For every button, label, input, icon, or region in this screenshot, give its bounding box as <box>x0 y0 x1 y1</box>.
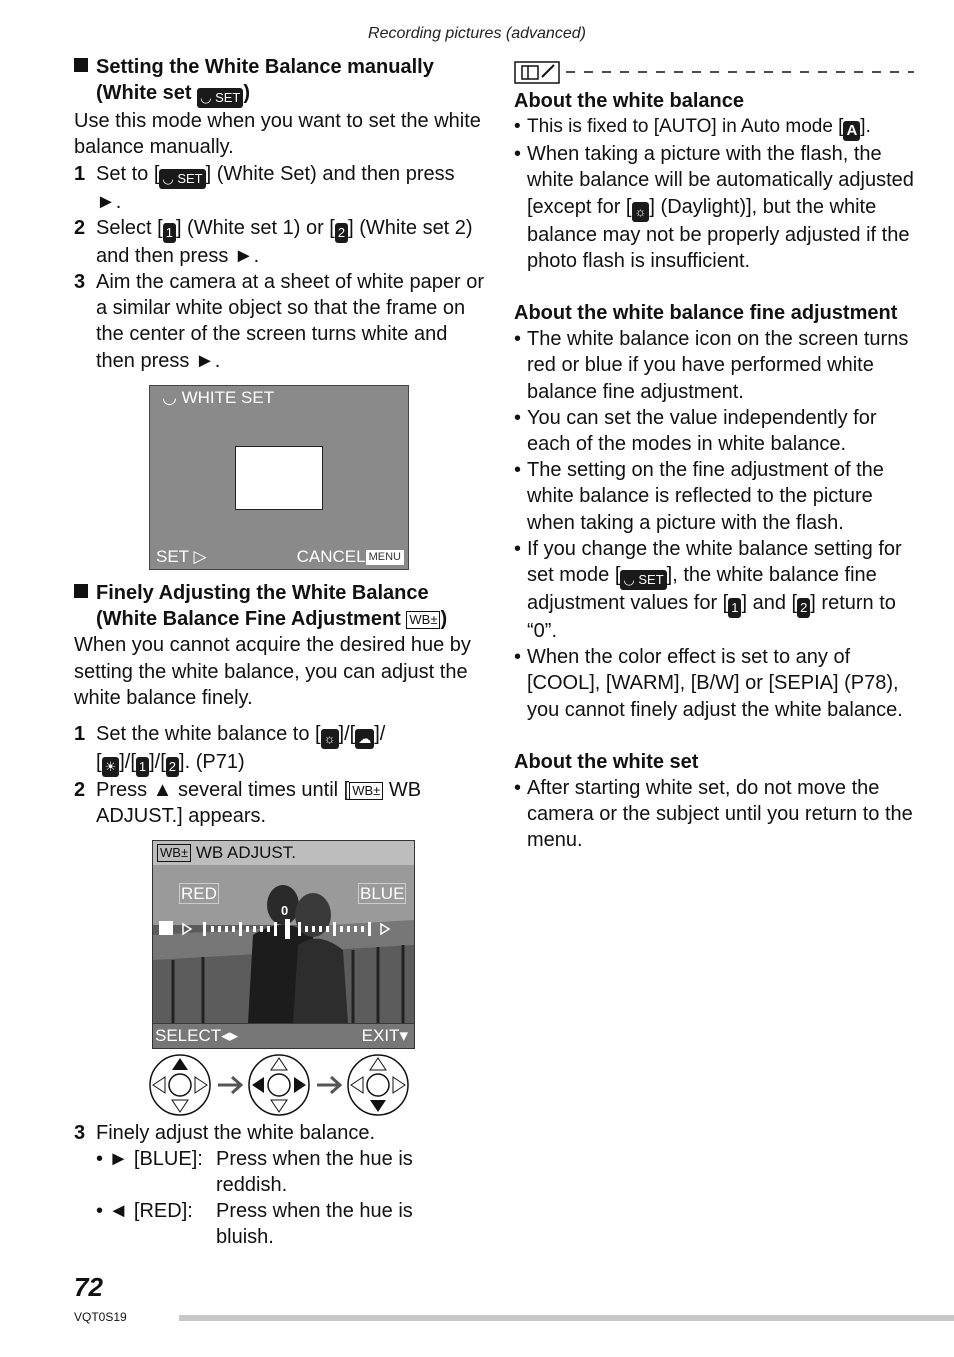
cursor-pad-left-right-icon <box>249 1055 309 1115</box>
document-code: VQT0S19 <box>74 1310 127 1324</box>
white-frame <box>235 446 323 510</box>
wb-adjust-icon: WB± <box>157 844 191 862</box>
left-column <box>74 54 484 374</box>
white-set-2-icon: 2 <box>797 598 810 618</box>
white-set-1-icon: 1 <box>163 223 176 243</box>
step-3: 3 Aim the camera at a sheet of white paper or a similar white object so that the frame on the center of the screen turns white and then press ►. <box>74 271 484 372</box>
bullet-fine-2: • You can set the value independently for each of the modes in white balance. <box>514 405 924 457</box>
white-set-icon: ◡ SET <box>159 169 205 189</box>
auto-mode-icon: A <box>843 121 860 141</box>
bullet-flash: • When taking a picture with the flash, the white balance will be automatically adjusted [except for [ ☼ ] (Daylight)], but the white balance may not be properly adjusted if the photo flash is insufficient. <box>514 141 924 274</box>
page-number: 72 <box>74 1272 103 1302</box>
step-2: 2 Press ▲ several times until [ WB± WB ADJUST.] appears. <box>74 779 422 828</box>
left-column-3 <box>74 1120 484 1250</box>
bullet-auto-mode: • This is fixed to [AUTO] in Auto mode [ A ]. <box>514 114 924 141</box>
step-1: 1 Set the white balance to [ ☼ ]/[ ☁ ]/ [ ☀ ]/[ 1 ]/[ 2 ]. (P71) <box>74 721 484 777</box>
footer-rule <box>179 1315 954 1321</box>
cloudy-icon: ☁ <box>355 729 374 749</box>
white-set-1-icon: 1 <box>728 598 741 618</box>
right-column <box>514 88 924 854</box>
arrow-right-icon <box>218 1077 241 1093</box>
wb-adjust-icon: WB± <box>406 611 440 629</box>
left-column-2 <box>74 580 484 829</box>
white-set-icon: ◡ SET <box>197 88 243 108</box>
daylight-icon: ☼ <box>632 202 650 222</box>
cursor-pad-up-icon <box>150 1055 210 1115</box>
shade-icon: ☀ <box>102 757 120 777</box>
daylight-icon: ☼ <box>321 729 339 749</box>
heading-about-white-set: About the white set <box>514 750 699 773</box>
section-heading-white-set: Setting the White Balance manually <box>74 54 484 80</box>
scale-zero-label: 0 <box>281 903 289 918</box>
fine-adjust-scale <box>153 917 414 941</box>
section-heading-line2: (White Balance Fine Adjustment WB± ) <box>96 608 448 631</box>
screen-cancel-label: CANCEL MENU <box>297 547 404 567</box>
running-header: Recording pictures (advanced) <box>368 25 586 42</box>
white-set-icon: ◡ <box>162 388 182 407</box>
step-1: 1 Set to [ ◡ SET ] (White Set) and then press ►. <box>74 162 455 213</box>
blue-key-row: • ► [BLUE]: Press when the hue is reddish. <box>96 1148 413 1197</box>
intro-paragraph: Use this mode when you want to set the white balance manually. <box>74 110 481 159</box>
white-set-screen <box>149 385 409 570</box>
cursor-button-sequence <box>148 1053 412 1117</box>
bullet-fine-1: • The white balance icon on the screen turns red or blue if you have performed white balance fine adjustment. <box>514 326 924 405</box>
wb-adjust-icon: WB± <box>349 782 383 800</box>
bullet-fine-5: • When the color effect is set to any of [COOL], [WARM], [B/W] or [SEPIA] (P78), you cannot finely adjust the white balance. <box>514 644 924 723</box>
white-set-icon: ◡ SET <box>620 570 666 590</box>
screen-set-label: SET ▷ <box>156 547 207 566</box>
intro-paragraph: When you cannot acquire the desired hue by setting the white balance, you can adjust the white balance finely. <box>74 634 471 709</box>
white-set-1-icon: 1 <box>136 757 149 777</box>
square-bullet-icon <box>74 58 88 72</box>
arrow-right-icon <box>317 1077 340 1093</box>
bullet-fine-4: • If you change the white balance setting for set mode [ ◡ SET ], the white balance fine adjustment values for [ 1 ] and [ 2 ] return to “0”. <box>514 536 924 644</box>
heading-about-white-balance: About the white balance <box>514 90 745 112</box>
note-memo-icon <box>514 61 914 85</box>
heading-fine-adjustment: About the white balance fine adjustment <box>514 302 898 325</box>
screen-title-bar: WB± WB ADJUST. <box>153 841 414 865</box>
select-label: SELECT◂▸ <box>155 1026 239 1045</box>
cursor-pad-down-icon <box>348 1055 408 1115</box>
screen-title: ◡ WHITE SET <box>162 388 275 407</box>
step-2: 2 Select [ 1 ] (White set 1) or [ 2 ] (White set 2) and then press ►. <box>74 216 473 267</box>
white-set-2-icon: 2 <box>335 223 348 243</box>
square-bullet-icon <box>74 584 88 598</box>
red-key-row: • ◄ [RED]: Press when the hue is bluish. <box>96 1200 413 1249</box>
step-3: 3 Finely adjust the white balance. <box>74 1122 376 1144</box>
exit-label: EXIT▾ <box>361 1026 408 1045</box>
section-heading-line2: (White set ◡ SET ) <box>74 80 484 108</box>
red-label: RED <box>181 884 217 903</box>
wb-adjust-screen <box>152 840 415 1049</box>
bullet-white-set: • After starting white set, do not move the camera or the subject until you return to the menu. <box>514 775 924 854</box>
white-set-2-icon: 2 <box>166 757 179 777</box>
bullet-fine-3: • The setting on the fine adjustment of the white balance is reflected to the picture when taking a picture with the flash. <box>514 457 924 536</box>
screen-bottom-bar <box>153 1024 414 1048</box>
menu-button-icon: MENU <box>366 550 404 565</box>
blue-label: BLUE <box>360 884 405 903</box>
section-heading-fine-adjust: Finely Adjusting the White Balance <box>74 580 484 606</box>
